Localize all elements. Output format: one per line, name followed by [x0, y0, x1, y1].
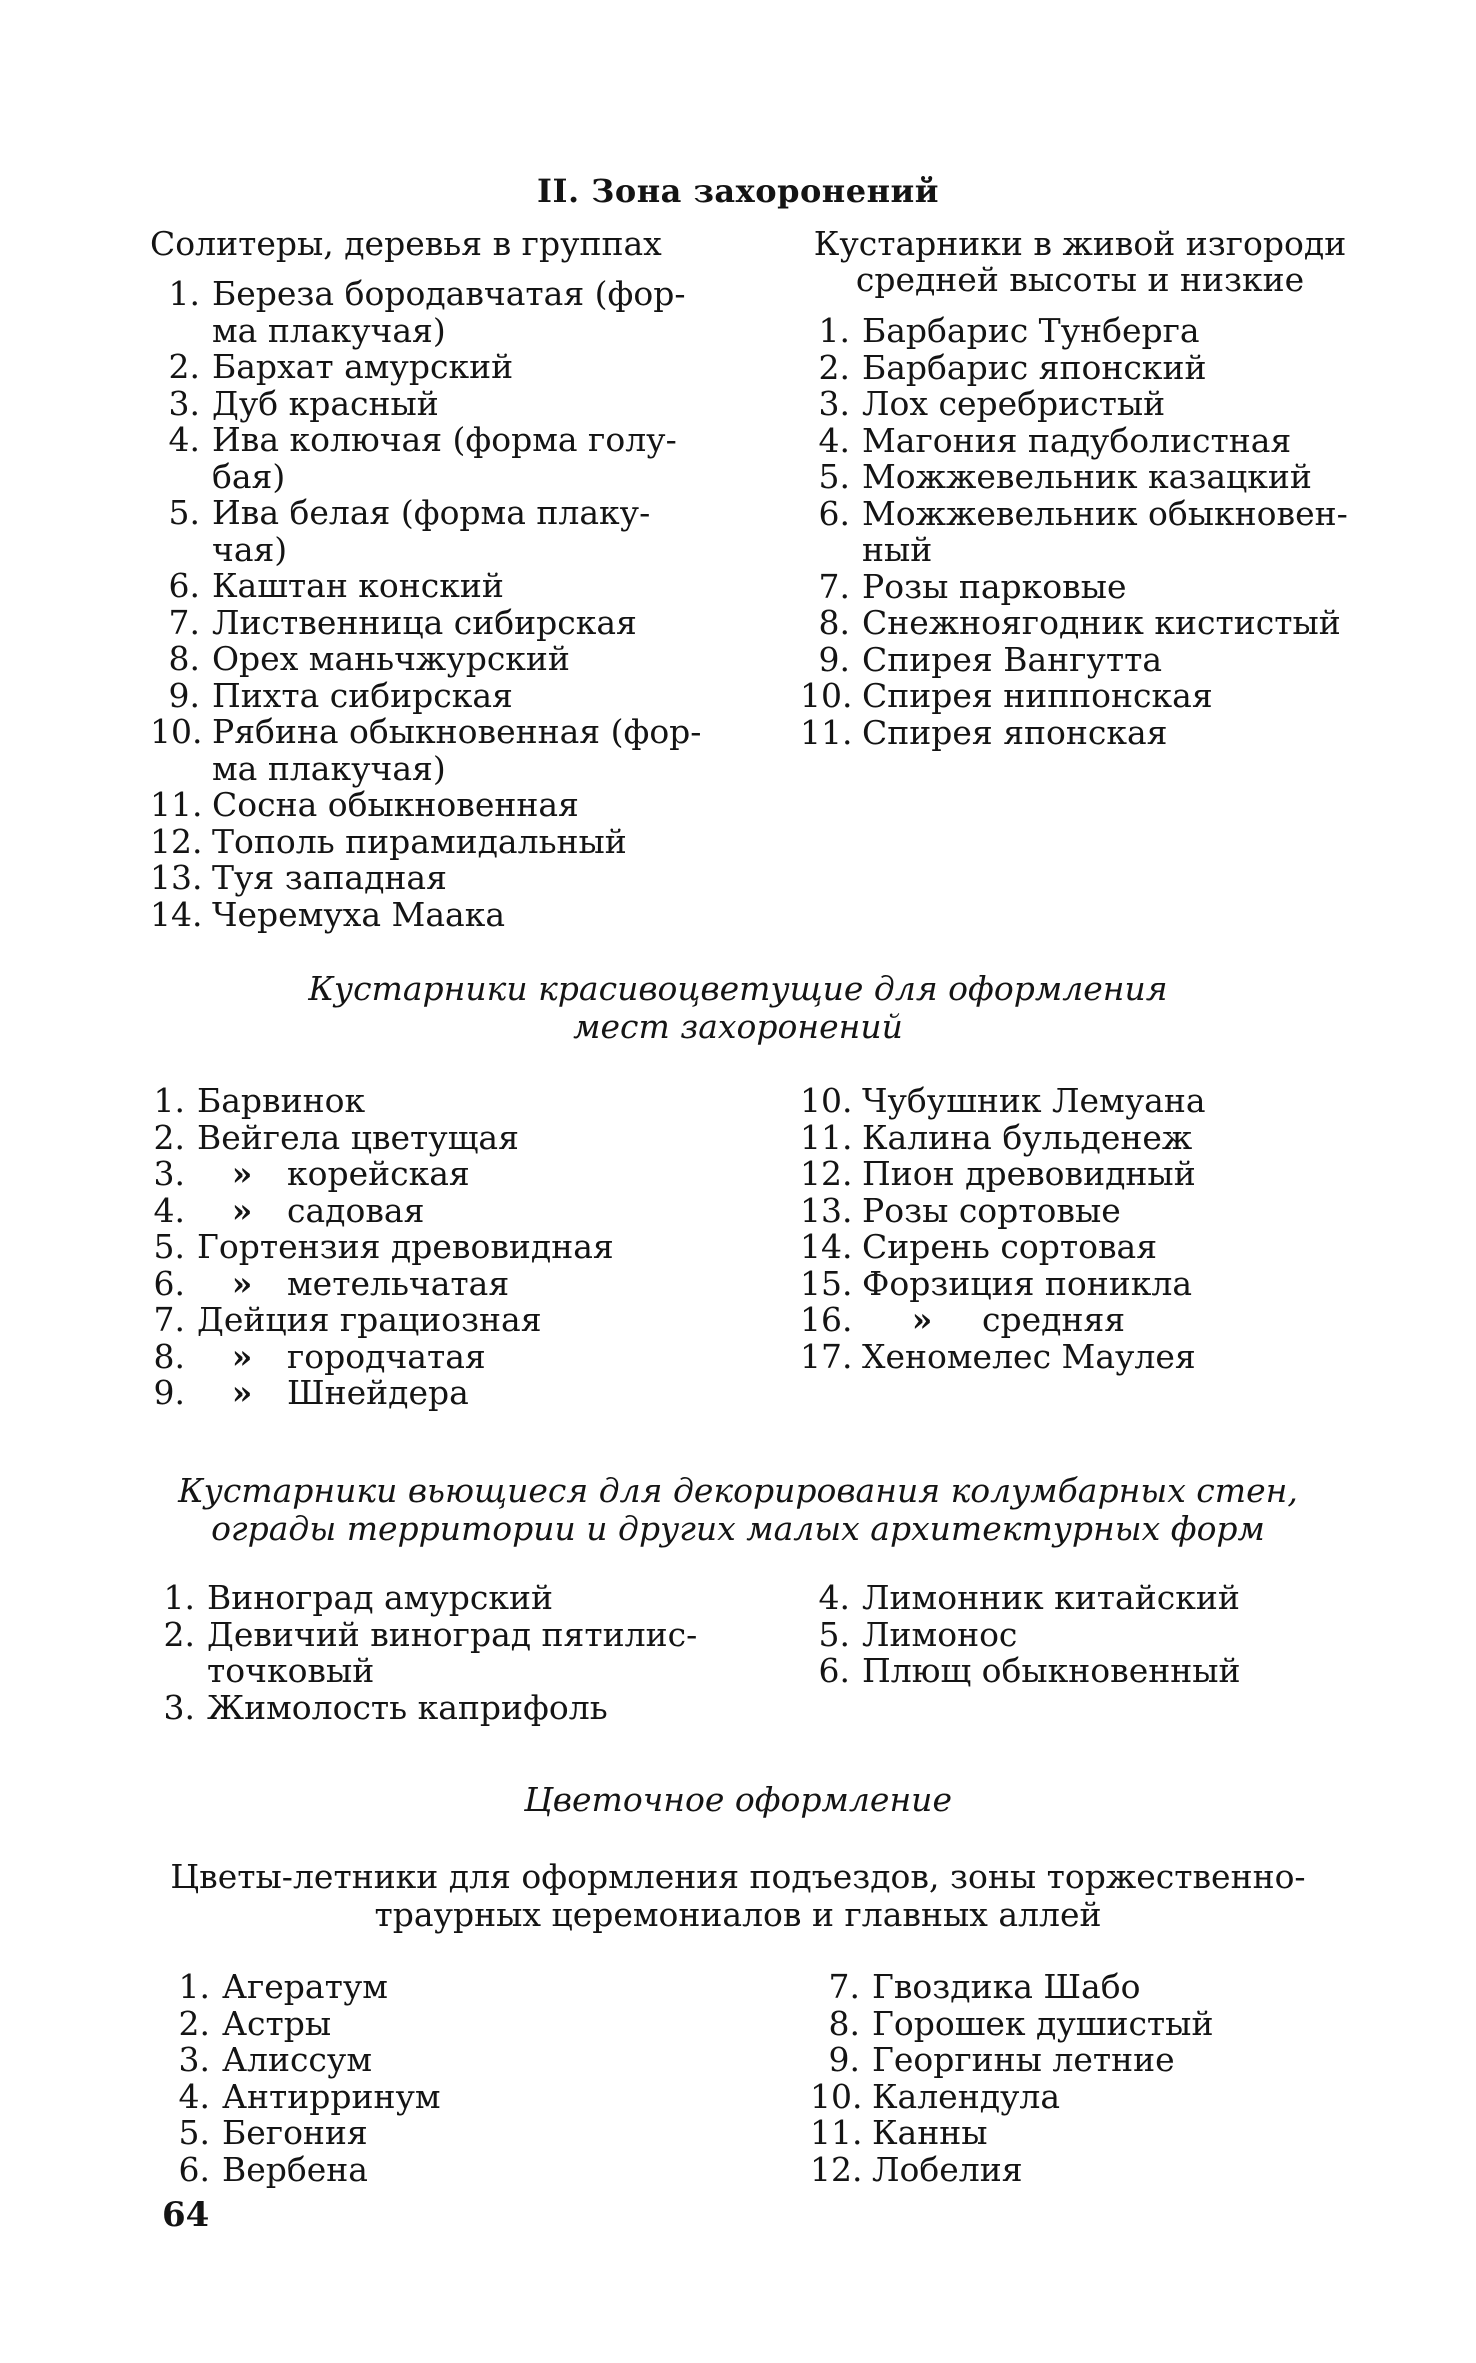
- item-number: 7.: [818, 566, 850, 606]
- list-item: [135, 1302, 695, 1339]
- item-text: Плющ обыкновенный: [862, 1651, 1241, 1690]
- item-number: 5.: [153, 1227, 185, 1266]
- ditto-mark: »: [231, 1336, 253, 1376]
- item-text: корейская: [287, 1154, 470, 1193]
- item-number: 6.: [153, 1263, 185, 1303]
- item-text-continuation: бая): [212, 456, 286, 496]
- item-number: 12.: [810, 2149, 863, 2189]
- item-text: Хеномелес Маулея: [862, 1336, 1196, 1376]
- item-text: Ива белая (форма плаку-: [212, 493, 651, 532]
- list-item: [135, 1083, 695, 1120]
- item-text: Агератум: [222, 1967, 388, 2006]
- item-number: 2.: [153, 1117, 185, 1157]
- flowering-title-line1: Кустарники красивоцветущие для оформления: [308, 969, 1168, 1008]
- list-item: [800, 566, 1360, 606]
- item-text: Виноград амурский: [207, 1578, 553, 1617]
- item-text: Лох серебристый: [862, 384, 1166, 423]
- item-number: 9.: [153, 1373, 185, 1412]
- ditto-mark: »: [231, 1373, 253, 1412]
- item-text: Береза бородавчатая (фор-: [212, 274, 686, 313]
- list-item: [150, 383, 710, 423]
- flowering-title: [200, 970, 1276, 1046]
- list-item: [800, 493, 1360, 569]
- item-text: Рябина обыкновенная (фор-: [212, 712, 702, 751]
- item-number: 10.: [800, 1081, 853, 1120]
- list-item: [145, 1614, 705, 1690]
- list-item: [160, 2003, 720, 2043]
- list-item: [135, 1336, 695, 1376]
- item-text: метельчатая: [287, 1263, 510, 1303]
- list-item: [150, 860, 710, 897]
- hedge-list: [800, 313, 1360, 751]
- item-text-continuation: чая): [212, 529, 288, 569]
- item-text: Пихта сибирская: [212, 675, 513, 715]
- list-item: [150, 675, 710, 715]
- list-item: [150, 276, 710, 349]
- item-number: 10.: [810, 2076, 863, 2116]
- item-number: 1.: [178, 1967, 210, 2006]
- list-item: [800, 1083, 1360, 1120]
- solitary-list: [150, 276, 710, 933]
- item-text: Горошек душистый: [872, 2003, 1214, 2043]
- floral-title: Цветочное оформление: [524, 1780, 952, 1819]
- item-number: 13.: [800, 1190, 853, 1230]
- list-item: [150, 422, 710, 495]
- item-number: 11.: [810, 2113, 863, 2152]
- item-number: 4.: [178, 2076, 210, 2116]
- item-text: средняя: [982, 1300, 1126, 1339]
- list-item: [135, 1263, 695, 1303]
- list-item: [800, 459, 1360, 496]
- list-item: [135, 1156, 695, 1193]
- section-title: II. Зона захоронений: [537, 172, 939, 210]
- item-text: Черемуха Маака: [212, 894, 505, 934]
- item-text: Лиственница сибирская: [212, 602, 637, 642]
- item-text: Сирень сортовая: [862, 1227, 1158, 1266]
- list-item: [160, 1969, 720, 2006]
- list-item: [135, 1190, 695, 1230]
- item-text: Канны: [872, 2113, 988, 2152]
- item-number: 3.: [168, 383, 200, 423]
- item-text: Спирея Вангутта: [862, 639, 1163, 679]
- list-item: [145, 1580, 705, 1617]
- climbing-title-line1: Кустарники вьющиеся для декорирования колумбарных стен,: [178, 1471, 1298, 1510]
- item-text: Тополь пирамидальный: [212, 821, 627, 861]
- item-text: Каштан конский: [212, 566, 504, 605]
- item-number: 4.: [168, 420, 200, 459]
- list-item: [800, 420, 1360, 460]
- list-item: [150, 821, 710, 861]
- item-text: Ива колючая (форма голу-: [212, 420, 677, 459]
- hedge-header-line1: Кустарники в живой изгороди: [813, 224, 1347, 263]
- item-text: Девичий виноград пятилис-: [207, 1614, 698, 1654]
- item-number: 5.: [818, 457, 850, 496]
- item-number: 12.: [800, 1154, 853, 1193]
- item-text: Астры: [222, 2003, 332, 2043]
- list-item: [800, 347, 1360, 387]
- item-number: 9.: [168, 675, 200, 715]
- list-item: [800, 1117, 1360, 1157]
- list-item: [800, 1263, 1360, 1303]
- item-text: Орех маньчжурский: [212, 639, 570, 678]
- item-number: 13.: [150, 858, 203, 897]
- item-number: 5.: [168, 493, 200, 532]
- item-number: 6.: [178, 2149, 210, 2189]
- ditto-mark: »: [231, 1190, 253, 1230]
- item-text: городчатая: [287, 1336, 486, 1376]
- item-number: 2.: [168, 347, 200, 386]
- item-number: 14.: [800, 1227, 853, 1266]
- item-number: 3.: [163, 1687, 195, 1727]
- item-text: Вербена: [222, 2149, 368, 2189]
- item-number: 12.: [150, 821, 203, 861]
- item-number: 6.: [818, 1651, 850, 1690]
- item-number: 3.: [153, 1154, 185, 1193]
- item-text: Сосна обыкновенная: [212, 785, 579, 824]
- list-item: [135, 1375, 695, 1412]
- item-number: 3.: [818, 384, 850, 423]
- item-number: 4.: [153, 1190, 185, 1230]
- item-number: 17.: [800, 1336, 853, 1376]
- list-item: [800, 1614, 1360, 1654]
- list-item: [800, 605, 1360, 642]
- list-item: [135, 1229, 695, 1266]
- ditto-mark: »: [231, 1154, 253, 1193]
- item-number: 15.: [800, 1263, 853, 1303]
- list-item: [800, 1156, 1360, 1193]
- list-item: [800, 1302, 1360, 1339]
- item-text: Георгины летние: [872, 2040, 1175, 2079]
- list-item: [150, 349, 710, 386]
- list-item: [810, 2003, 1370, 2043]
- list-item: [800, 712, 1360, 752]
- list-item: [800, 639, 1360, 679]
- item-number: 7.: [168, 602, 200, 642]
- item-text: Можжевельник казацкий: [862, 457, 1312, 496]
- item-number: 3.: [178, 2040, 210, 2079]
- item-number: 11.: [150, 785, 203, 824]
- item-number: 6.: [168, 566, 200, 605]
- item-text: Алиссум: [222, 2040, 372, 2079]
- floral-subtitle-line2: траурных церемониалов и главных аллей: [374, 1895, 1102, 1934]
- item-number: 2.: [818, 347, 850, 387]
- list-item: [800, 313, 1360, 350]
- item-number: 16.: [800, 1300, 853, 1339]
- item-text: Календула: [872, 2076, 1061, 2116]
- flowering-right-list: [800, 1083, 1360, 1375]
- hedge-header-line2: средней высоты и низкие: [855, 260, 1305, 299]
- list-item: [135, 1117, 695, 1157]
- item-text: Розы парковые: [862, 566, 1127, 606]
- item-number: 10.: [800, 676, 853, 715]
- list-item: [160, 2042, 720, 2079]
- list-item: [160, 2115, 720, 2152]
- item-number: 11.: [800, 712, 853, 752]
- item-number: 1.: [153, 1081, 185, 1120]
- flowering-left-list: [135, 1083, 695, 1412]
- flowering-title-line2: мест захоронений: [573, 1007, 903, 1046]
- item-number: 5.: [178, 2113, 210, 2152]
- item-number: 5.: [818, 1614, 850, 1654]
- item-number: 10.: [150, 712, 203, 751]
- item-text: Магония падуболистная: [862, 420, 1292, 460]
- floral-subtitle-line1: Цветы-летники для оформления подъездов, зоны торжественно-: [170, 1857, 1306, 1896]
- list-item: [150, 894, 710, 934]
- list-item: [145, 1687, 705, 1727]
- item-number: 9.: [828, 2040, 860, 2079]
- list-item: [810, 1969, 1370, 2006]
- item-text: Туя западная: [212, 858, 447, 897]
- item-text: Форзиция поникла: [862, 1263, 1193, 1303]
- item-number: 14.: [150, 894, 203, 934]
- item-text: Калина бульденеж: [862, 1117, 1193, 1157]
- item-text: Лимонник китайский: [862, 1578, 1240, 1617]
- item-text-continuation: ма плакучая): [212, 748, 446, 788]
- list-item: [800, 1653, 1360, 1690]
- item-text: Гвоздика Шабо: [872, 1967, 1141, 2006]
- item-number: 11.: [800, 1117, 853, 1157]
- item-number: 8.: [818, 603, 850, 642]
- item-text: Лобелия: [872, 2149, 1023, 2189]
- list-item: [160, 2076, 720, 2116]
- climbing-right-list: [800, 1580, 1360, 1690]
- item-text: Дейция грациозная: [197, 1300, 542, 1339]
- item-text: Бегония: [222, 2113, 368, 2152]
- item-text: Шнейдера: [287, 1373, 469, 1412]
- item-number: 4.: [818, 420, 850, 460]
- floral-right-list: [810, 1969, 1370, 2188]
- list-item: [810, 2076, 1370, 2116]
- ditto-mark: »: [911, 1300, 933, 1339]
- list-item: [810, 2042, 1370, 2079]
- list-item: [800, 1190, 1360, 1230]
- item-text-continuation: ма плакучая): [212, 310, 446, 350]
- list-item: [150, 495, 710, 568]
- item-number: 9.: [818, 639, 850, 679]
- item-text: Спирея японская: [862, 712, 1168, 752]
- list-item: [800, 678, 1360, 715]
- item-number: 7.: [828, 1967, 860, 2006]
- item-text: Чубушник Лемуана: [862, 1081, 1206, 1120]
- floral-left-list: [160, 1969, 720, 2188]
- climbing-left-list: [145, 1580, 705, 1726]
- item-text-continuation: ный: [862, 530, 933, 569]
- item-text: Дуб красный: [212, 383, 439, 423]
- item-text: Розы сортовые: [862, 1190, 1121, 1230]
- list-item: [150, 714, 710, 787]
- item-number: 8.: [828, 2003, 860, 2043]
- item-number: 1.: [163, 1578, 195, 1617]
- item-text: Вейгела цветущая: [197, 1117, 519, 1157]
- item-number: 2.: [163, 1614, 195, 1654]
- list-item: [800, 1580, 1360, 1617]
- item-text: Пион древовидный: [862, 1154, 1196, 1193]
- floral-subtitle: [150, 1858, 1326, 1934]
- item-number: 2.: [178, 2003, 210, 2043]
- item-text: Барвинок: [197, 1081, 366, 1120]
- page-number: 64: [162, 2195, 210, 2235]
- item-number: 8.: [153, 1336, 185, 1376]
- climbing-title: [150, 1472, 1326, 1548]
- item-text: Бархат амурский: [212, 347, 514, 386]
- list-item: [150, 787, 710, 824]
- list-item: [810, 2149, 1370, 2189]
- item-number: 8.: [168, 639, 200, 678]
- item-text: Барбарис Тунберга: [862, 311, 1200, 350]
- item-number: 1.: [168, 274, 200, 313]
- list-item: [150, 641, 710, 678]
- item-number: 1.: [818, 311, 850, 350]
- list-item: [800, 1229, 1360, 1266]
- item-text: Барбарис японский: [862, 347, 1207, 387]
- list-item: [160, 2149, 720, 2189]
- item-number: 4.: [818, 1578, 850, 1617]
- item-text: Гортензия древовидная: [197, 1227, 614, 1266]
- item-text: Снежноягодник кистистый: [862, 603, 1341, 642]
- list-item: [810, 2115, 1370, 2152]
- item-text: садовая: [287, 1190, 425, 1230]
- item-number: 6.: [818, 493, 850, 533]
- list-item: [150, 602, 710, 642]
- solitary-header: Солитеры, деревья в группах: [150, 224, 662, 263]
- item-text: Можжевельник обыкновен-: [862, 493, 1348, 533]
- item-text: Жимолость каприфоль: [207, 1687, 608, 1727]
- hedge-header: [800, 226, 1360, 298]
- item-text: Антирринум: [222, 2076, 441, 2116]
- climbing-title-line2: ограды территории и других малых архитектурных форм: [211, 1509, 1265, 1548]
- item-text: Спирея ниппонская: [862, 676, 1213, 715]
- item-text-continuation: точковый: [207, 1651, 375, 1690]
- list-item: [800, 386, 1360, 423]
- list-item: [150, 568, 710, 605]
- ditto-mark: »: [231, 1263, 253, 1303]
- list-item: [800, 1336, 1360, 1376]
- item-text: Лимонос: [862, 1614, 1018, 1654]
- item-number: 7.: [153, 1300, 185, 1339]
